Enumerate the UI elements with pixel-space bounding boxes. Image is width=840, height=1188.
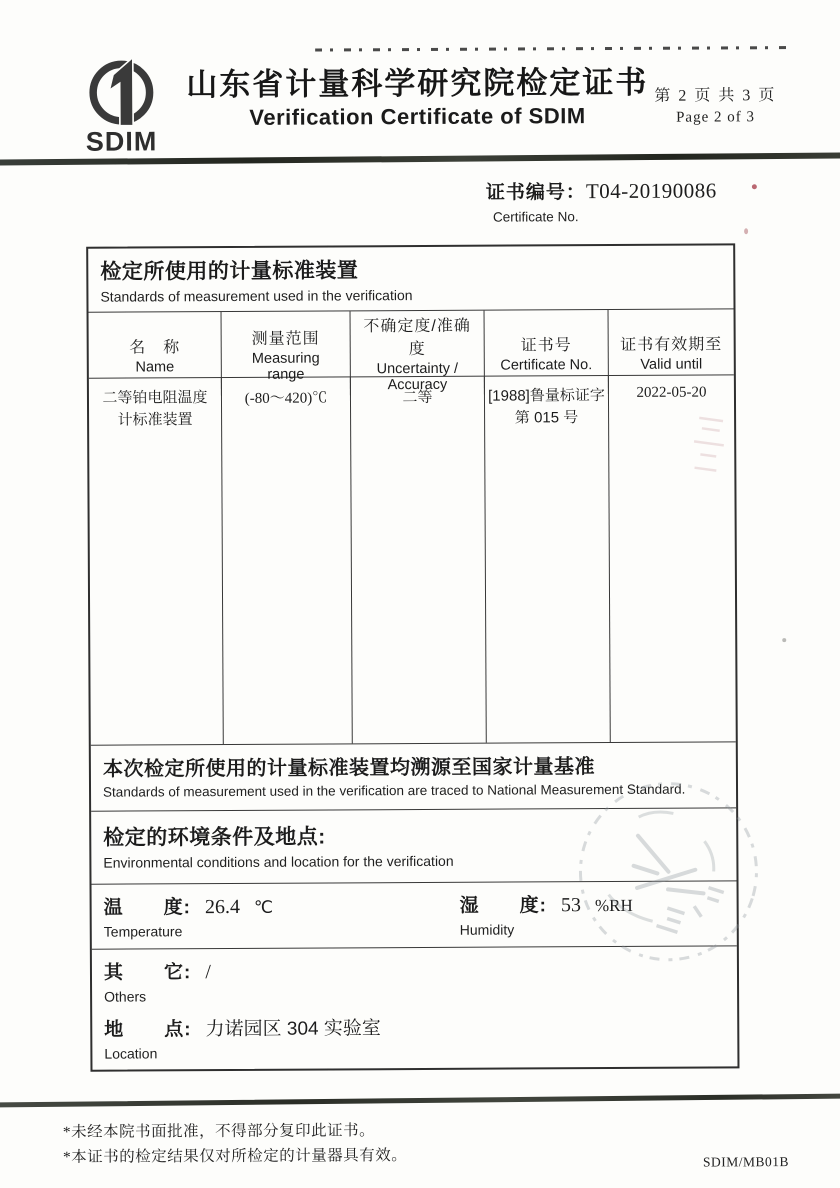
standard-name-value: 二等铂电阻温度计标准装置 xyxy=(102,389,208,429)
scan-speck xyxy=(744,228,748,234)
scan-speck xyxy=(752,184,757,189)
page-number-en: Page 2 of 3 xyxy=(676,109,756,126)
footer-notes xyxy=(63,1118,408,1170)
cell-uncertainty xyxy=(351,377,487,744)
footer-divider-rule xyxy=(0,1094,840,1108)
certificate-title-en: Verification Certificate of SDIM xyxy=(249,103,586,130)
logo-text: SDIM xyxy=(85,126,158,157)
page-number-zh: 第 2 页 共 3 页 xyxy=(654,87,777,105)
certificate-number-line xyxy=(486,176,717,204)
humidity-label-en: Humidity xyxy=(459,921,515,938)
location-field xyxy=(104,1013,381,1061)
logo-circle-one-icon xyxy=(79,53,163,131)
temperature-unit: ℃ xyxy=(253,897,274,917)
standards-title-zh: 检定所使用的计量标准装置 xyxy=(100,259,359,284)
standards-section-header xyxy=(88,245,733,312)
uncertainty-value: 二等 xyxy=(402,388,433,407)
standard-certno-line1: [1988]鲁量标证字 xyxy=(488,387,605,405)
col-range-en: Measuring range xyxy=(251,350,320,383)
location-value: 力诺园区 304 实验室 xyxy=(205,1018,381,1041)
environment-section-header xyxy=(91,808,736,884)
footer-note-2: *本证书的检定结果仅对所检定的计量器具有效。 xyxy=(62,1147,408,1166)
others-location-row xyxy=(92,946,738,1069)
humidity-unit: %RH xyxy=(594,895,633,916)
certificate-title-zh: 山东省计量科学研究院检定证书 xyxy=(186,64,649,103)
col-valid-zh: 证书有效期至 xyxy=(620,335,723,354)
certificate-number-label-zh: 证书编号： xyxy=(485,182,586,204)
form-code: SDIM/MB01B xyxy=(702,1154,790,1170)
standards-title-en: Standards of measurement used in the verification xyxy=(100,287,413,305)
humidity-value: 53 xyxy=(560,894,582,917)
certificate-number-block xyxy=(486,176,717,224)
temperature-field xyxy=(104,892,274,940)
sdim-logo xyxy=(71,53,172,157)
cell-measuring-range xyxy=(222,377,353,744)
temperature-label-en: Temperature xyxy=(103,923,183,940)
verification-form-box xyxy=(86,243,739,1071)
col-certno-en: Certificate No. xyxy=(500,356,593,374)
footer-note-1: *未经本院书面批准，不得部分复印此证书。 xyxy=(62,1122,376,1141)
scan-speckle-line xyxy=(315,46,793,52)
location-label-zh: 地 点: xyxy=(104,1019,192,1041)
others-label-en: Others xyxy=(104,988,147,1005)
scan-speck xyxy=(782,638,786,642)
humidity-field xyxy=(460,890,633,938)
cell-standard-name xyxy=(89,378,224,745)
valid-until-value: 2022-05-20 xyxy=(636,384,707,401)
others-value: / xyxy=(205,961,211,984)
col-valid-en: Valid until xyxy=(640,356,703,373)
traceability-statement-zh: 本次检定所使用的计量标准装置均溯源至国家计量基准 xyxy=(102,756,595,781)
cell-valid-until xyxy=(609,375,736,742)
measuring-range-value: (-80～420)℃ xyxy=(244,390,328,407)
standards-table-data-row xyxy=(89,375,736,745)
col-uncertainty-zh: 不确定度/准确度 xyxy=(363,317,471,359)
col-name-en: Name xyxy=(135,358,175,375)
col-range-zh: 测量范围 xyxy=(251,330,320,348)
col-certno-zh: 证书号 xyxy=(520,336,572,354)
environment-title-en: Environmental conditions and location for the verification xyxy=(103,852,454,871)
standard-certno-line2: 第 015 号 xyxy=(514,409,579,427)
cell-standard-certno xyxy=(485,376,611,743)
location-label-en: Location xyxy=(104,1045,158,1062)
others-field xyxy=(104,957,211,1005)
traceability-statement-en: Standards of measurement used in the verification are traced to National Measurement Standard. xyxy=(102,781,686,800)
environment-title-zh: 检定的环境条件及地点: xyxy=(103,825,326,850)
temperature-humidity-row xyxy=(92,881,737,949)
col-uncertainty-en: Uncertainty / Accuracy xyxy=(376,360,459,394)
others-label-zh: 其 它: xyxy=(103,962,192,984)
page-number-block xyxy=(629,82,801,127)
col-name-zh: 名 称 xyxy=(129,338,181,357)
humidity-label-zh: 湿 度: xyxy=(459,895,548,917)
certificate-number-label-en: Certificate No. xyxy=(492,209,579,225)
temperature-label-zh: 温 度: xyxy=(103,897,192,919)
temperature-value: 26.4 xyxy=(204,895,241,919)
traceability-section xyxy=(91,742,736,811)
certificate-number-value: T04-20190086 xyxy=(585,178,717,204)
